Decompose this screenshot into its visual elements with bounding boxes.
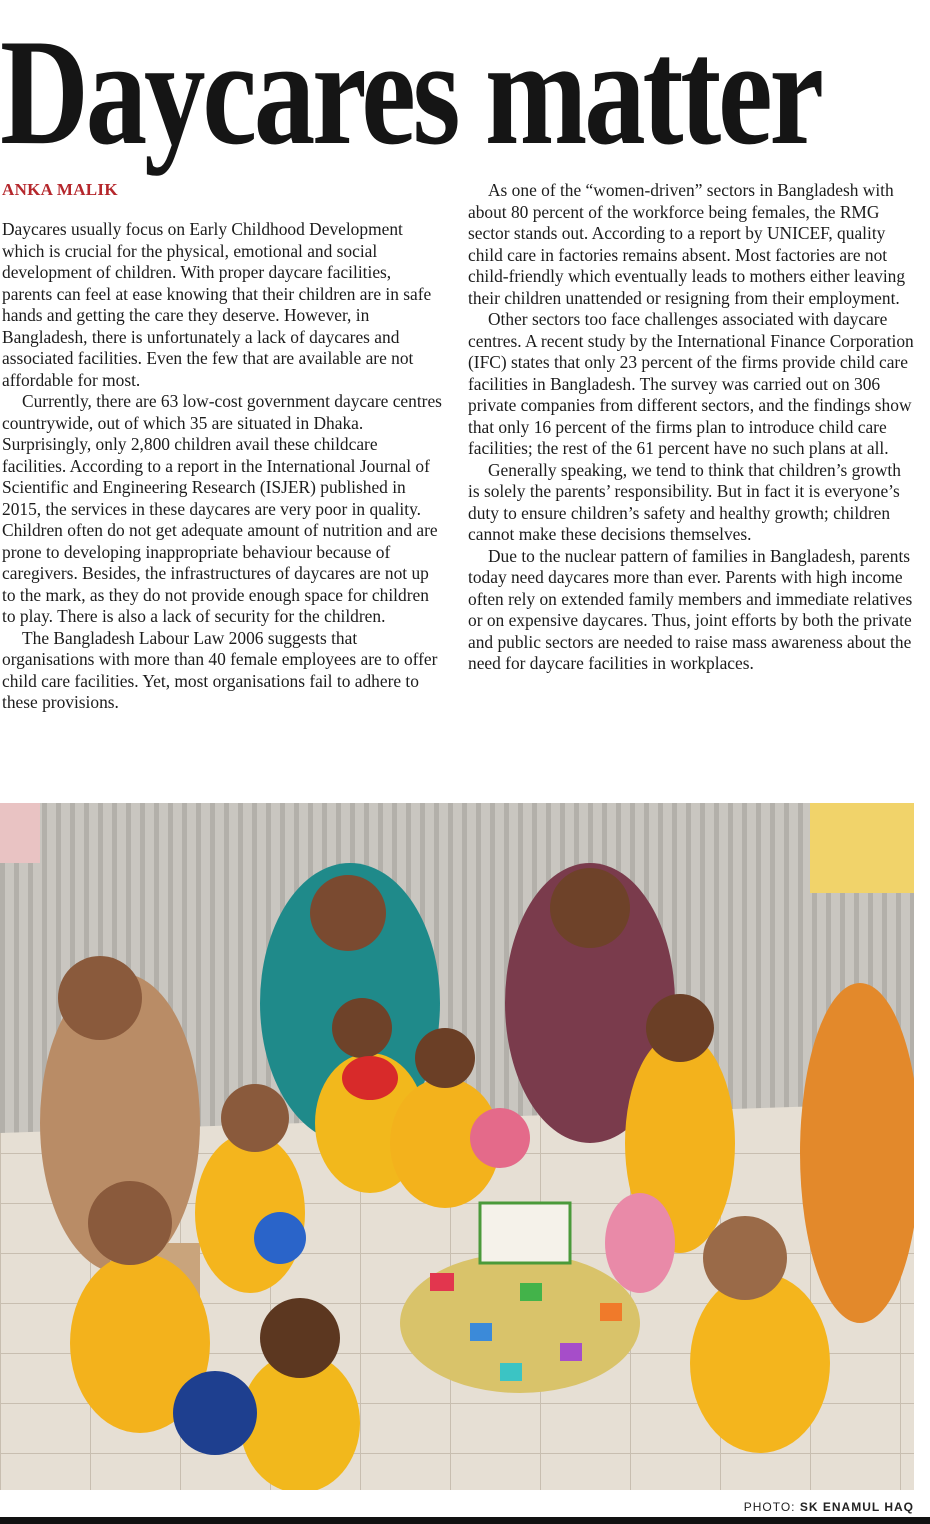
wall-poster: [0, 803, 40, 863]
byline: ANKA MALIK: [2, 180, 118, 199]
paragraph: As one of the “women-driven” sectors in Bangladesh with about 80 percent of the workforce being females, the RMG sector stands out. According to a report by UNICEF, quality child care in factories remains absent. Most factories are not child-friendly which eventually leads to mothers either leaving their children unattended or resigning from their employment.: [468, 180, 906, 308]
article-photo: [0, 803, 914, 1490]
headline: Daycares matter: [0, 8, 821, 176]
bottom-rule: [0, 1517, 930, 1524]
right-column: [468, 180, 914, 675]
paragraph: Daycares usually focus on Early Childhood Development which is crucial for the physical, emotional and social development of children. With proper daycare facilities, parents can feel at ease knowing that their children are in safe hands and getting the care they deserve. However, in Bangladesh, there is unfortunately a lack of daycares and associated facilities. Even the few that are available are not affordable for most.: [2, 219, 432, 390]
paragraph: The Bangladesh Labour Law 2006 suggests that organisations with more than 40 female employees are to offer child care facilities. Yet, most organisations fail to adhere to these provisions.: [2, 627, 438, 712]
photo-credit: [744, 1500, 914, 1514]
wall-poster: [810, 803, 914, 893]
photo-credit-name: SK ENAMUL HAQ: [799, 1500, 914, 1514]
left-column: [2, 219, 444, 714]
paragraph: Other sectors too face challenges associated with daycare centres. A recent study by the International Finance Corporation (IFC) states that only 23 percent of the firms provide child care facilities in Bangladesh. The survey was carried out on 306 private companies from different sectors, and the findings show that only 16 percent of the firms plan to introduce child care facilities; the rest of the 61 percent have no such plans at all.: [468, 309, 914, 458]
paragraph: Due to the nuclear pattern of families in Bangladesh, parents today need daycares more than ever. Parents with high income often rely on extended family members and immediate relatives or on expensive daycares. Thus, joint efforts by both the private and public sectors are needed to raise mass awareness about the need for daycare facilities in workplaces.: [468, 545, 913, 673]
photo-illustration: [0, 803, 914, 1490]
paragraph: Generally speaking, we tend to think that children’s growth is solely the parents’ responsibility. But in fact it is everyone’s duty to ensure children’s safety and healthy growth; children cannot make these decisions themselves.: [468, 459, 901, 544]
photo-credit-label: PHOTO:: [743, 1500, 796, 1514]
paragraph: Currently, there are 63 low-cost government daycare centres countrywide, out of which 35 are situated in Dhaka. Surprisingly, only 2,800 children avail these childcare facilities. According to a report in the International Journal of Scientific and Engineering Research (ISJER) published in 2015, the services in these daycares are very poor in quality. Children often do not get adequate amount of nutrition and are prone to developing inappropriate behaviour because of caregivers. Besides, the infrastructures of daycares are not up to the mark, as they do not provide enough space for children to play. There is also a lack of security for the children.: [2, 391, 442, 626]
